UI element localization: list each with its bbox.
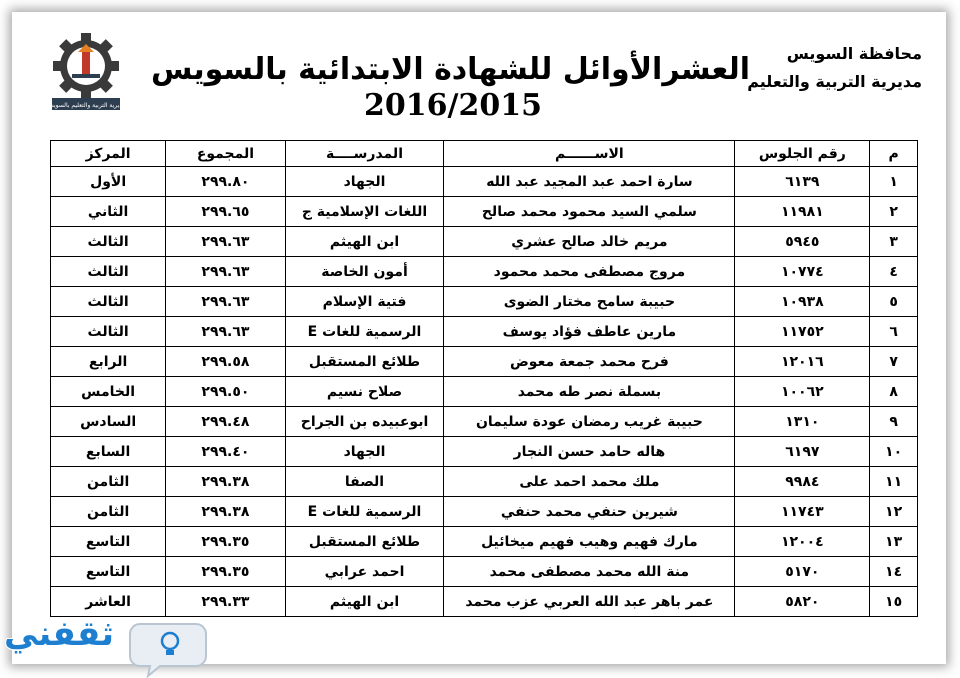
- cell-seat-number: ٥٨٢٠: [735, 587, 870, 617]
- cell-name: مروج مصطفى محمد محمود: [444, 257, 735, 287]
- cell-seat-number: ١٠٩٣٨: [735, 287, 870, 317]
- table-row: [51, 347, 918, 377]
- cell-total: ٢٩٩.٣٨: [166, 467, 286, 497]
- table-row: [51, 497, 918, 527]
- cell-num: ٦: [870, 317, 918, 347]
- cell-school: الجهاد: [285, 167, 444, 197]
- cell-num: ٢: [870, 197, 918, 227]
- cell-name: فرح محمد جمعة معوض: [444, 347, 735, 377]
- cell-seat-number: ١١٧٤٣: [735, 497, 870, 527]
- cell-school: ابن الهيثم: [285, 587, 444, 617]
- cell-rank: الثالث: [51, 227, 166, 257]
- table-row: [51, 467, 918, 497]
- cell-school: ابوعبيده بن الجراح: [285, 407, 444, 437]
- cell-seat-number: ١٠٠٦٢: [735, 377, 870, 407]
- cell-name: مارين عاطف فؤاد يوسف: [444, 317, 735, 347]
- cell-total: ٢٩٩.٦٣: [166, 227, 286, 257]
- cell-rank: الثالث: [51, 287, 166, 317]
- page-title: العشرالأوائل للشهادة الابتدائية بالسويس: [150, 52, 750, 87]
- cell-num: ١٤: [870, 557, 918, 587]
- cell-seat-number: ٥٩٤٥: [735, 227, 870, 257]
- table-row: [51, 377, 918, 407]
- cell-total: ٢٩٩.٦٣: [166, 257, 286, 287]
- cell-rank: التاسع: [51, 557, 166, 587]
- table-row: [51, 287, 918, 317]
- academic-year: 2016/2015: [364, 88, 542, 123]
- cell-total: ٢٩٩.٣٣: [166, 587, 286, 617]
- cell-seat-number: ١٢٠١٦: [735, 347, 870, 377]
- table-row: [51, 437, 918, 467]
- cell-rank: الأول: [51, 167, 166, 197]
- cell-rank: الرابع: [51, 347, 166, 377]
- lightbulb-chat-icon: [130, 624, 206, 676]
- cell-name: مريم خالد صالح عشري: [444, 227, 735, 257]
- cell-num: ٥: [870, 287, 918, 317]
- cell-school: ابن الهيثم: [285, 227, 444, 257]
- cell-num: ٩: [870, 407, 918, 437]
- cell-name: هاله حامد حسن النجار: [444, 437, 735, 467]
- cell-rank: الخامس: [51, 377, 166, 407]
- cell-school: الرسمية للغات E: [285, 317, 444, 347]
- cell-rank: الثالث: [51, 317, 166, 347]
- cell-name: بسملة نصر طه محمد: [444, 377, 735, 407]
- cell-num: ١: [870, 167, 918, 197]
- cell-name: منة الله محمد مصطفى محمد: [444, 557, 735, 587]
- header-seat-number: رقم الجلوس: [735, 141, 870, 167]
- cell-num: ٣: [870, 227, 918, 257]
- cell-total: ٢٩٩.٥٨: [166, 347, 286, 377]
- cell-total: ٢٩٩.٣٥: [166, 527, 286, 557]
- header-num: م: [870, 141, 918, 167]
- cell-num: ٧: [870, 347, 918, 377]
- cell-total: ٢٩٩.٦٥: [166, 197, 286, 227]
- cell-name: مارك فهيم وهيب فهيم ميخائيل: [444, 527, 735, 557]
- cell-seat-number: ٩٩٨٤: [735, 467, 870, 497]
- cell-school: فتية الإسلام: [285, 287, 444, 317]
- results-table: [50, 140, 918, 617]
- cell-rank: السابع: [51, 437, 166, 467]
- cell-rank: العاشر: [51, 587, 166, 617]
- cell-name: حبيبة غريب رمضان عودة سليمان: [444, 407, 735, 437]
- table-row: [51, 557, 918, 587]
- cell-rank: التاسع: [51, 527, 166, 557]
- cell-seat-number: ١٢٠٠٤: [735, 527, 870, 557]
- cell-name: شيرين حنفي محمد حنفي: [444, 497, 735, 527]
- cell-seat-number: ٦١٩٧: [735, 437, 870, 467]
- cell-num: ١٣: [870, 527, 918, 557]
- cell-total: ٢٩٩.٦٣: [166, 287, 286, 317]
- governorate-label: محافظة السويس: [786, 44, 922, 63]
- cell-total: ٢٩٩.٣٥: [166, 557, 286, 587]
- cell-seat-number: ٥١٧٠: [735, 557, 870, 587]
- table-row: [51, 407, 918, 437]
- cell-num: ١٥: [870, 587, 918, 617]
- cell-rank: الثامن: [51, 467, 166, 497]
- table-row: [51, 527, 918, 557]
- gear-logo-icon: [42, 32, 130, 114]
- cell-school: الصفا: [285, 467, 444, 497]
- cell-num: ١١: [870, 467, 918, 497]
- cell-school: احمد عرابي: [285, 557, 444, 587]
- header-rank: المركز: [51, 141, 166, 167]
- table-row: [51, 197, 918, 227]
- cell-name: عمر باهر عبد الله العربي عزب محمد: [444, 587, 735, 617]
- cell-total: ٢٩٩.٥٠: [166, 377, 286, 407]
- table-row: [51, 167, 918, 197]
- cell-school: طلائع المستقبل: [285, 347, 444, 377]
- header-name: الاســــــم: [444, 141, 735, 167]
- cell-name: حبيبة سامح مختار الضوى: [444, 287, 735, 317]
- cell-total: ٢٩٩.٤٨: [166, 407, 286, 437]
- table-row: [51, 227, 918, 257]
- cell-num: ١٢: [870, 497, 918, 527]
- cell-school: طلائع المستقبل: [285, 527, 444, 557]
- cell-seat-number: ٦١٣٩: [735, 167, 870, 197]
- cell-rank: الثاني: [51, 197, 166, 227]
- cell-school: أمون الخاصة: [285, 257, 444, 287]
- cell-seat-number: ١١٧٥٢: [735, 317, 870, 347]
- table-row: [51, 257, 918, 287]
- cell-total: ٢٩٩.٣٨: [166, 497, 286, 527]
- directorate-label: مديرية التربية والتعليم: [747, 72, 922, 91]
- cell-rank: السادس: [51, 407, 166, 437]
- cell-num: ١٠: [870, 437, 918, 467]
- cell-num: ٤: [870, 257, 918, 287]
- table-header-row: [51, 141, 918, 167]
- cell-seat-number: ١١٩٨١: [735, 197, 870, 227]
- cell-rank: الثامن: [51, 497, 166, 527]
- cell-rank: الثالث: [51, 257, 166, 287]
- issuer-block: [747, 40, 922, 96]
- header-total: المجموع: [166, 141, 286, 167]
- cell-school: اللغات الإسلامية ج: [285, 197, 444, 227]
- cell-total: ٢٩٩.٨٠: [166, 167, 286, 197]
- cell-name: سارة احمد عبد المجيد عبد الله: [444, 167, 735, 197]
- cell-num: ٨: [870, 377, 918, 407]
- table-row: [51, 317, 918, 347]
- cell-seat-number: ١٠٧٧٤: [735, 257, 870, 287]
- cell-total: ٢٩٩.٦٣: [166, 317, 286, 347]
- header-school: المدرســــة: [285, 141, 444, 167]
- cell-name: سلمي السيد محمود محمد صالح: [444, 197, 735, 227]
- cell-school: صلاح نسيم: [285, 377, 444, 407]
- cell-school: الجهاد: [285, 437, 444, 467]
- cell-school: الرسمية للغات E: [285, 497, 444, 527]
- cell-seat-number: ١٣١٠: [735, 407, 870, 437]
- cell-name: ملك محمد احمد على: [444, 467, 735, 497]
- logo-caption: مديرية التربية والتعليم بالسويس: [46, 102, 126, 109]
- cell-total: ٢٩٩.٤٠: [166, 437, 286, 467]
- watermark-text: ثقفني: [4, 614, 114, 654]
